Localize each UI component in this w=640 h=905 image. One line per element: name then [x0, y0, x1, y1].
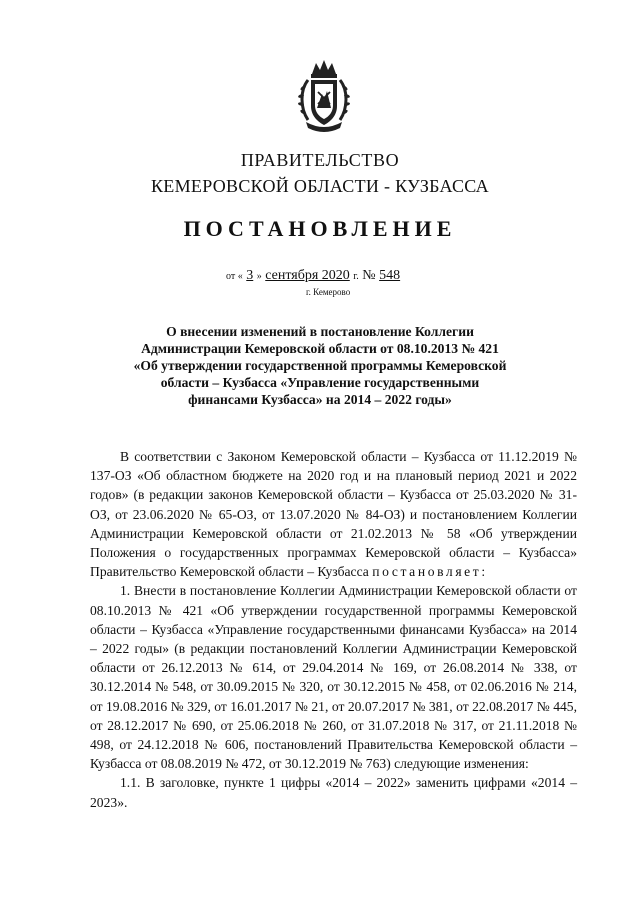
- date-quote-close: »: [256, 271, 262, 282]
- document-subject: О внесении изменений в постановление Коллегии Администрации Кемеровской области от 08.10.2013 № 421 «Об утверждении государственной программы Кемеровской области – Кузбасса «Управление государственными финансами Кузбасса» на 2014 – 2022 годы»: [133, 324, 507, 407]
- paragraph-item-1-1: 1.1. В заголовке, пункте 1 цифры «2014 – 2022» заменить цифрами «2014 – 2023».: [90, 775, 577, 810]
- date-day: 3: [246, 268, 254, 283]
- document-body: [90, 447, 577, 812]
- date-month-year: сентября 2020: [265, 268, 350, 283]
- document-date-line: [226, 268, 400, 284]
- government-name-line1: ПРАВИТЕЛЬСТВО: [240, 150, 400, 170]
- document-number: 548: [379, 268, 401, 283]
- document-city: г. Кемерово: [306, 287, 351, 297]
- date-from-label: от «: [226, 271, 243, 282]
- preamble-text: В соответствии с Законом Кемеровской области – Кузбасса от 11.12.2019 № 137-ОЗ «Об областном бюджете на 2020 год и на плановый период 2021 и 2022 годов» (в редакции законов Кемеровской области – Кузбасса от 25.03.2020 № 31-ОЗ, от 23.06.2020 № 65-ОЗ, от 13.07.2020 № 84-ОЗ) и постановлением Коллегии Администрации Кемеровской области от 21.02.2013 № 58 «Об утверждении Положения о государственных программах Кемеровской области – Кузбасса» Правительство Кемеровской области – Кузбасса: [90, 449, 577, 580]
- date-year-suffix: г.: [353, 271, 359, 282]
- government-name-line2: КЕМЕРОВСКОЙ ОБЛАСТИ - КУЗБАССА: [151, 176, 489, 196]
- number-label: №: [362, 268, 376, 283]
- paragraph-preamble: [90, 447, 577, 581]
- paragraph-item-1: 1. Внести в постановление Коллегии Администрации Кемеровской области от 08.10.2013 № 421 «Об утверждении государственной программы Кемеровской области – Кузбасса «Управление государственными финансами Кузбасса» на 2014 – 2022 годы» (в редакции постановлений Коллегии Администрации Кемеровской области от 26.12.2013 № 614, от 29.04.2014 № 169, от 26.08.2014 № 338, от 30.12.2014 № 548, от 30.09.2015 № 320, от 30.12.2015 № 458, от 02.06.2016 № 214, от 19.08.2016 № 329, от 16.01.2017 № 21, от 20.07.2017 № 381, от 22.08.2017 № 445, от 28.12.2017 № 690, от 25.06.2018 № 260, от 31.07.2018 № 317, от 21.11.2018 № 498, от 24.12.2018 № 606, постановлений Правительства Кемеровской области – Кузбасса от 08.08.2019 № 472, от 30.12.2019 № 763) следующие изменения:: [90, 583, 577, 772]
- document-type-title: ПОСТАНОВЛЕНИЕ: [183, 216, 457, 241]
- coat-of-arms-icon: [296, 58, 352, 136]
- decree-word: постановляет:: [372, 564, 488, 580]
